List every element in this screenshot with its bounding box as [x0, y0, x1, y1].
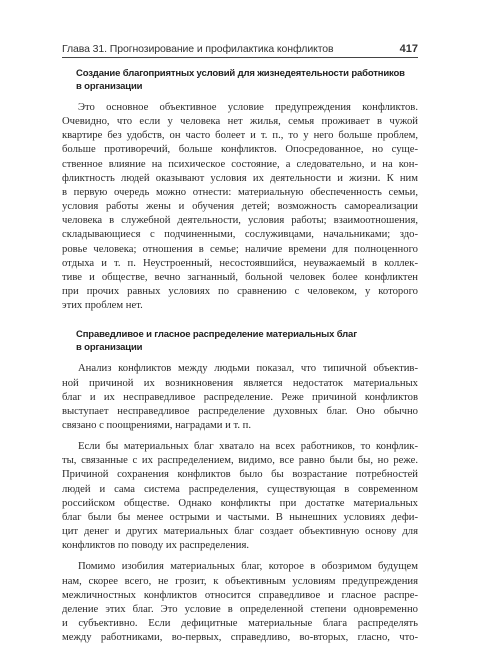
text-line: деление этих благ. Это условие в определенной степени одновременно: [62, 603, 418, 615]
section-heading-living-conditions: [62, 68, 418, 93]
text-line: конфликтов по поводу их распределения.: [62, 540, 250, 552]
text-line: выступает несправедливое распределение духовных благ. Оно обычно: [62, 405, 418, 417]
text-line: отдыха и т. п. Неустроенный, несостоявшийся, неуважаемый в коллек-: [62, 257, 418, 269]
header-rule: [62, 57, 418, 58]
heading-line: Справедливое и гласное распределение материальных благ: [76, 329, 358, 341]
chapter-title: Глава 31. Прогнозирование и профилактика конфликтов: [62, 43, 334, 55]
heading-line: в организации: [76, 80, 143, 92]
text-line: Это основное объективное условие предупреждения конфликтов.: [78, 102, 418, 113]
text-line: ной причиной их возникновения является недостаток материальных: [62, 377, 418, 389]
text-line: благ были бы менее острыми и частыми. В нынешних условиях дефи-: [62, 511, 418, 523]
text-line: нам, скорее всего, не грозит, к объективным условиям предупреждения: [62, 575, 418, 587]
text-line: Очевидно, что если у человека нет жилья, семья проживает в чужой: [62, 116, 418, 128]
page-body: [62, 68, 418, 645]
text-line: и субъективно. Если дефицитные материальные блага распределять: [62, 618, 418, 629]
text-line: при прочих равных условиях по сравнению с человеком, у которого: [62, 286, 418, 298]
page-number: 417: [399, 43, 418, 55]
text-line: этих проблем нет.: [62, 300, 143, 312]
text-line: Если бы материальных благ хватало на всех работников, то конфлик-: [78, 441, 418, 453]
text-line: ровье человека; отношения в семье; наличие времени для полноценного: [62, 243, 418, 255]
text-line: квартире без удобств, он часто болеет и т. п., то у него больше проблем,: [62, 130, 418, 142]
text-line: Причиной сохранения конфликтов было бы возрастание потребностей: [62, 469, 418, 481]
paragraph: [62, 101, 418, 313]
text-line: благ и их несправедливое распределение. Реже причиной конфликтов: [62, 391, 418, 403]
text-line: людей и сама система распределения, существующая в современном: [62, 483, 418, 495]
text-line: ты, связанные с их распределением, видимо, все равно были бы, но реже.: [62, 455, 418, 467]
paragraph: [62, 362, 418, 433]
text-line: тиве и обществе, вечно загнанный, больной человек более конфликтен: [62, 271, 418, 283]
text-line: ственное влияние на психическое состояние, а следовательно, и на кон-: [62, 158, 418, 170]
text-line: Анализ конфликтов между людьми показал, что типичной объектив-: [78, 363, 418, 375]
text-line: цит денег и других материальных благ создает объективную основу для: [62, 526, 418, 538]
text-line: Помимо изобилия материальных благ, которое в обозримом будущем: [78, 561, 418, 573]
heading-line: Создание благоприятных условий для жизнедеятельности работников: [76, 68, 405, 79]
text-line: условия работы жены и обучения детей; возможность самореализации: [62, 201, 418, 213]
running-header: [62, 33, 418, 55]
text-line: складывающиеся с подчиненными, сослуживцами, начальниками; здо-: [62, 229, 418, 241]
text-line: между работниками, во-первых, справедливо, во-вторых, гласно, что-: [62, 632, 418, 644]
text-line: в первую очередь можно отнести: материальную обеспеченность семьи,: [62, 186, 418, 198]
paragraph: [62, 440, 418, 553]
text-line: человека в служебной деятельности, условия работы; взаимоотношения,: [62, 215, 418, 227]
text-line: больше противоречий, больше конфликтов. Опосредованное, но суще-: [62, 144, 418, 156]
text-line: связано с поощрениями, наградами и т. п.: [62, 419, 252, 431]
text-line: российском обществе. Однако конфликты при достатке материальных: [62, 497, 418, 509]
text-line: фликтность людей оказывают условия их деятельности и жизни. К ним: [62, 172, 418, 184]
heading-line: в организации: [76, 341, 143, 353]
text-line: межличностных конфликтов относится справедливое и гласное распре-: [62, 589, 418, 601]
section-heading-distribution: [62, 329, 418, 354]
paragraph: [62, 560, 418, 645]
